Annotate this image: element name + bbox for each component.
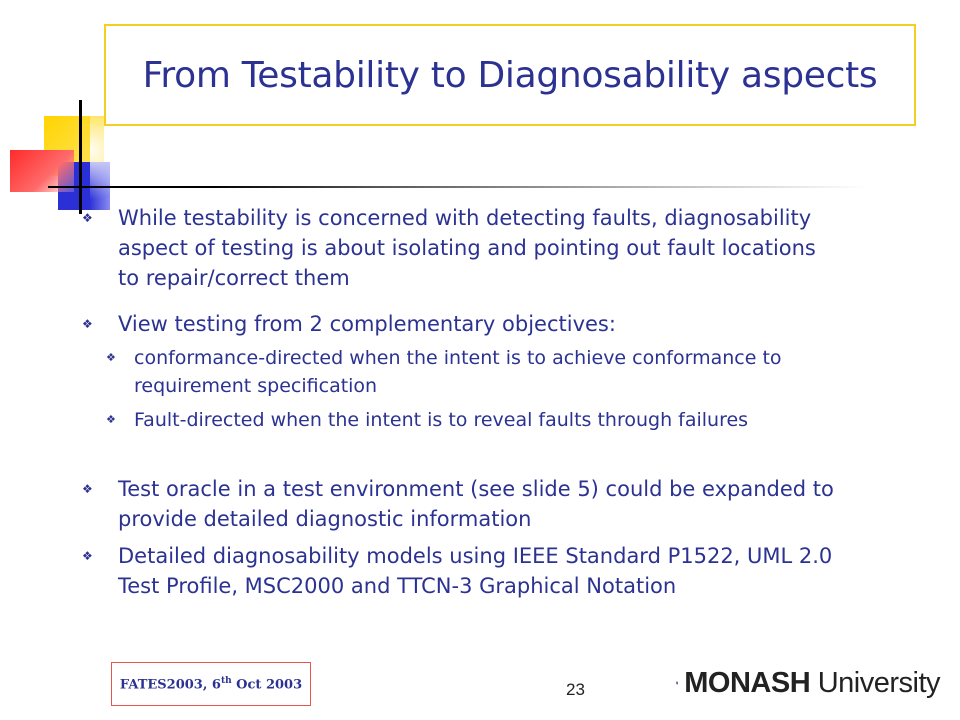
bullet-diamond-icon: ❖ xyxy=(82,211,93,225)
bullet-diamond-icon: ❖ xyxy=(106,413,116,426)
page-number: 23 xyxy=(566,680,585,699)
footer-event-box xyxy=(111,662,311,706)
bullet-item xyxy=(82,541,842,601)
decor-vertical-line xyxy=(79,100,82,214)
title-divider-line xyxy=(48,186,868,188)
sub-bullet-text: Fault-directed when the intent is to reveal faults through failures xyxy=(134,409,749,431)
bullet-diamond-icon: ❖ xyxy=(82,317,93,331)
footer-event-label: FATES2003, 6th Oct 2003 xyxy=(119,675,303,693)
bullet-text: Detailed diagnosability models using IEEE Standard P1522, UML 2.0 Test Profile, MSC2000 and TTCN-3 Graphical Notation xyxy=(118,544,833,598)
bullet-item xyxy=(82,203,842,293)
bullet-diamond-icon: ❖ xyxy=(82,549,93,563)
sub-bullet-item xyxy=(106,406,846,434)
sub-bullet-item xyxy=(106,344,846,400)
title-box xyxy=(104,24,916,126)
slide-title: From Testability to Diagnosability aspects xyxy=(142,54,878,96)
bullet-item xyxy=(82,309,842,339)
bullet-text: Test oracle in a test environment (see slide 5) could be expanded to provide detailed diagnostic information xyxy=(118,477,834,531)
crest-icon xyxy=(676,655,678,711)
bullet-diamond-icon: ❖ xyxy=(82,482,93,496)
sub-bullet-text: conformance-directed when the intent is to achieve conformance to requirement specification xyxy=(134,347,782,397)
bullet-text: While testability is concerned with detecting faults, diagnosability aspect of testing is about isolating and pointing out fault locations to repair/correct them xyxy=(118,206,816,290)
logo-wordmark: MONASH University xyxy=(684,666,940,699)
bullet-text: View testing from 2 complementary objectives: xyxy=(118,312,616,336)
university-logo xyxy=(676,654,940,712)
bullet-diamond-icon: ❖ xyxy=(106,351,116,364)
bullet-item xyxy=(82,474,842,534)
